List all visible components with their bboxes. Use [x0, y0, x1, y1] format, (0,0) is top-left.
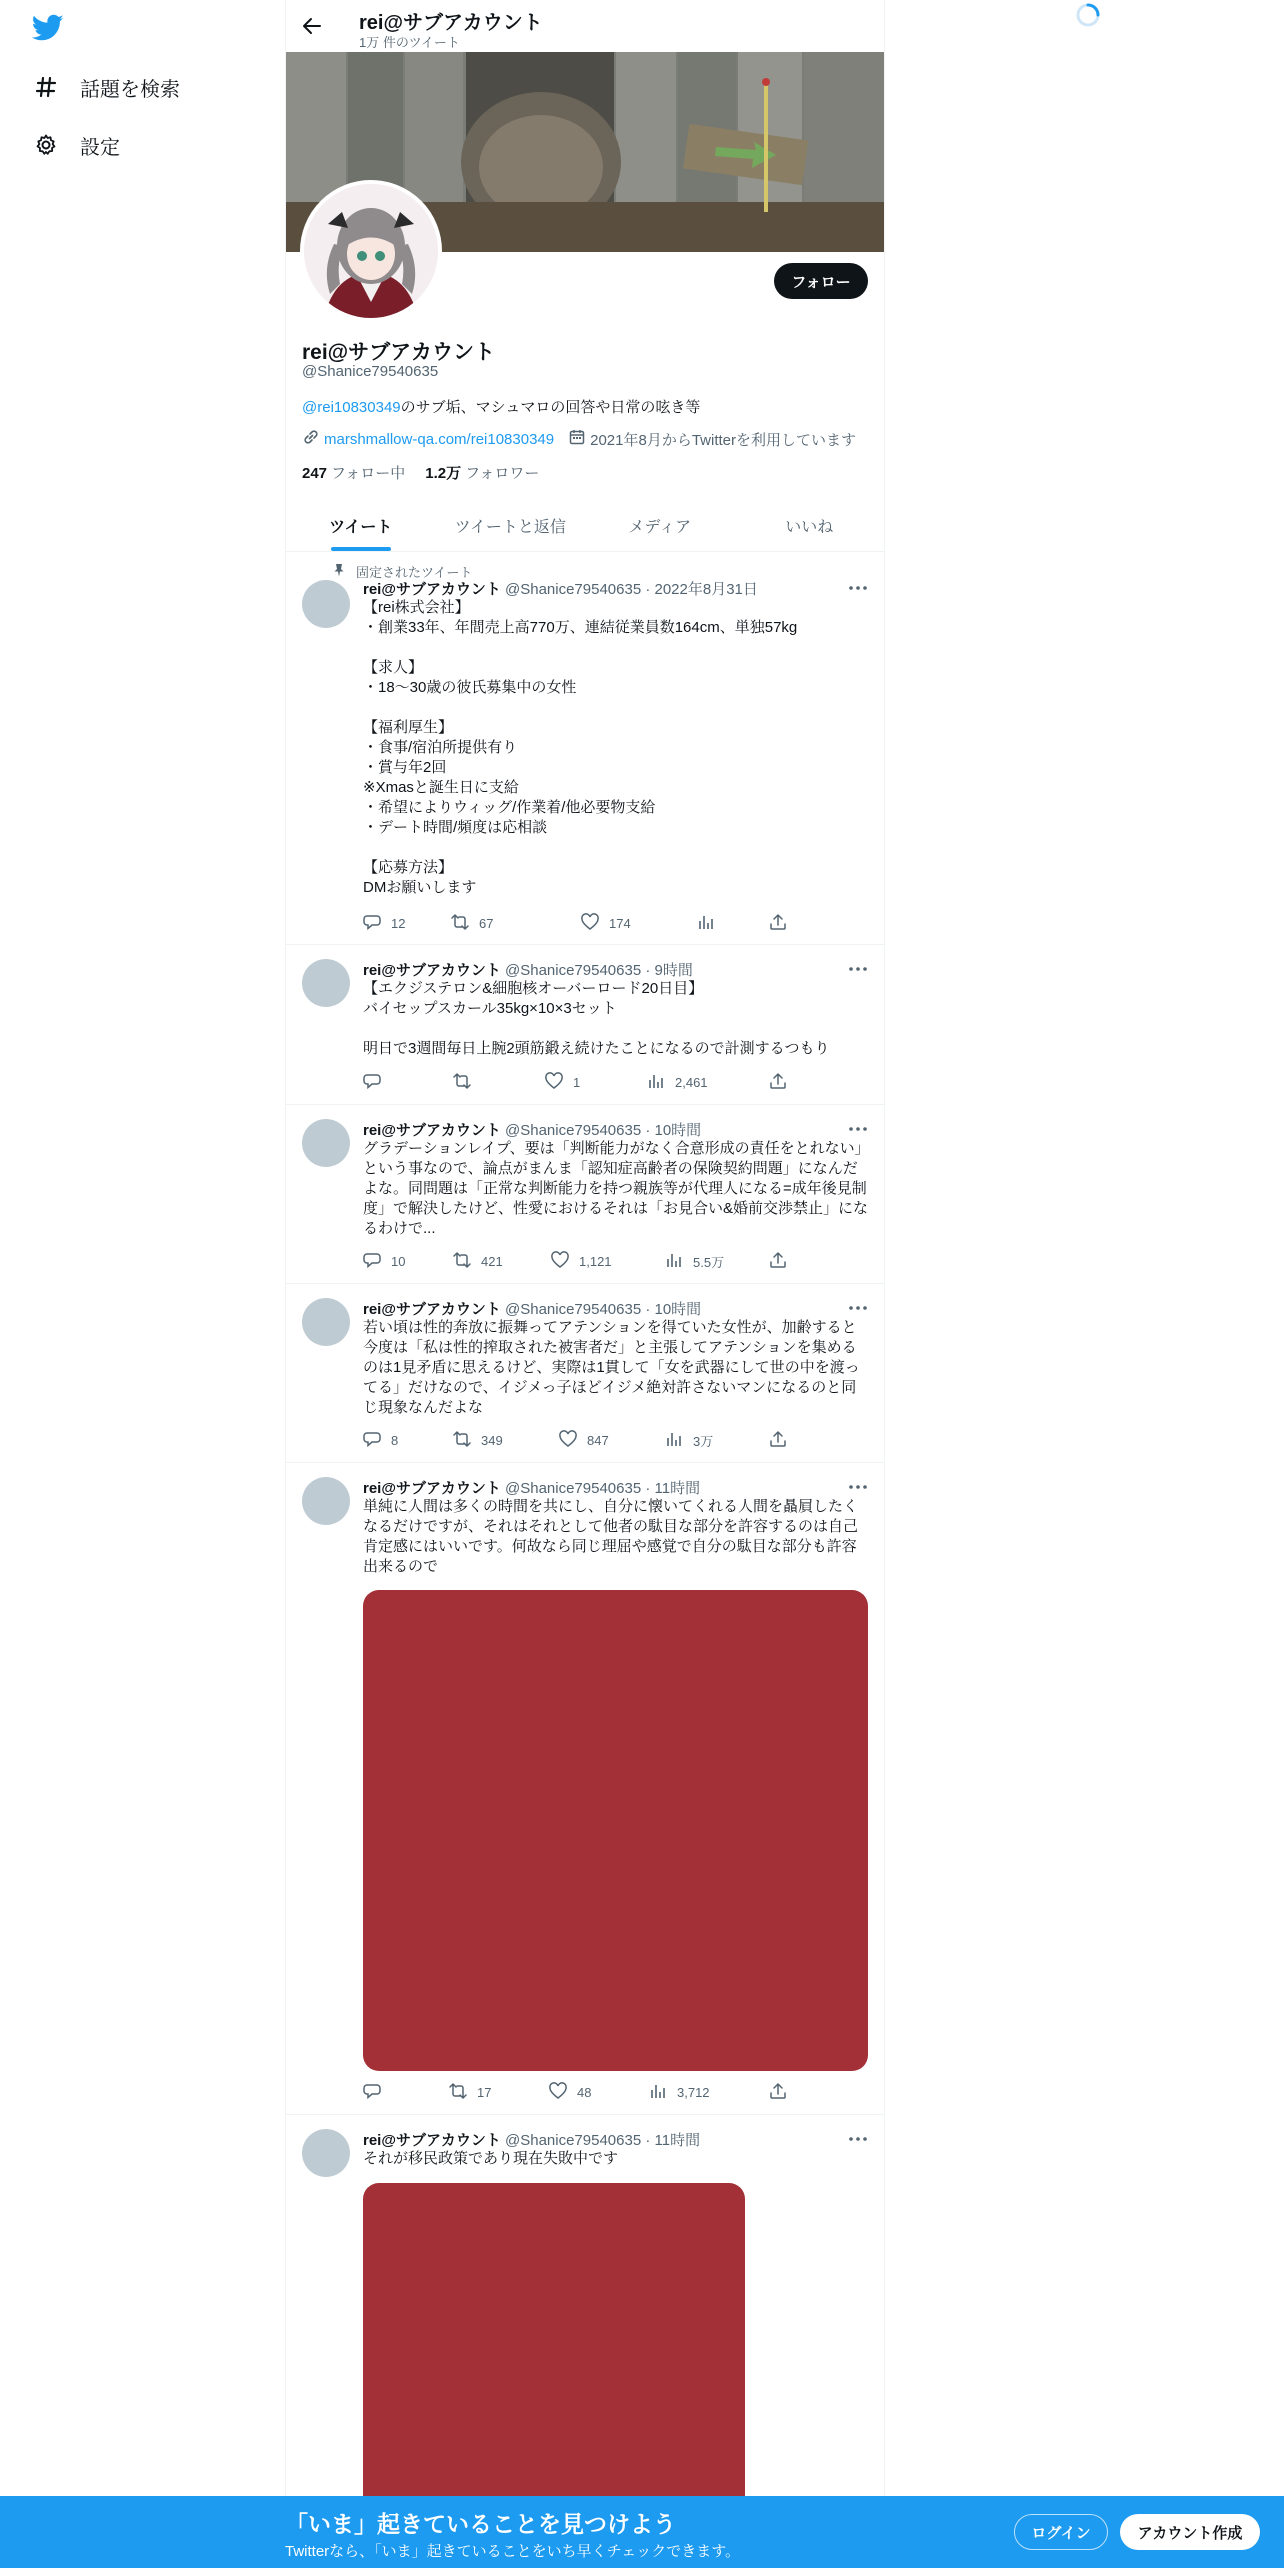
nav-item-settings[interactable]	[34, 125, 120, 165]
retweet-icon	[449, 2082, 477, 2103]
tweet-avatar[interactable]	[302, 1477, 350, 1525]
signup-prompt-title: 「いま」起きていることを見つけよう	[285, 2511, 676, 2537]
share-icon	[769, 1251, 797, 1272]
more-options-icon[interactable]	[848, 1119, 868, 1139]
reply-button[interactable]	[363, 2082, 391, 2103]
calendar-icon	[568, 428, 586, 450]
twitter-logo-icon[interactable]	[32, 14, 64, 42]
reply-count: 12	[391, 916, 406, 931]
like-button[interactable]	[551, 1251, 612, 1272]
follow-button[interactable]: フォロー	[774, 263, 868, 299]
tab-likes[interactable]: いいね	[785, 519, 834, 536]
like-count: 847	[587, 1433, 609, 1448]
more-options-icon[interactable]	[848, 959, 868, 979]
share-button[interactable]	[769, 1251, 797, 1272]
heart-icon	[549, 2082, 577, 2103]
tweet-item[interactable]	[286, 1463, 884, 2115]
reply-icon	[363, 1072, 391, 1093]
heart-icon	[581, 913, 609, 934]
nav-item-explore[interactable]	[34, 67, 180, 107]
tweet-avatar[interactable]	[302, 2129, 350, 2177]
tweet-item[interactable]	[286, 552, 884, 945]
like-count: 1	[573, 1075, 581, 1090]
tweet-actions	[363, 913, 793, 933]
retweet-button[interactable]	[453, 1072, 481, 1093]
tweet-text: 単純に人間は多くの時間を共にし、自分に懐いてくれる人間を贔屓したくなるだけですが、それはそれとして他者の駄目な部分を許容するのは自己肯定感にはいいです。何故なら同じ理屈や感覚で自分の駄目な部分も許容出来るので	[363, 1498, 859, 1575]
share-button[interactable]	[769, 2082, 797, 2103]
nav-item-label: 設定	[80, 136, 120, 159]
like-count: 174	[609, 916, 631, 931]
tweet-media-image[interactable]	[363, 1590, 868, 2071]
tweet-avatar[interactable]	[302, 1119, 350, 1167]
views-button[interactable]	[665, 1430, 713, 1451]
followers-label: フォロワー	[465, 465, 540, 482]
nav-item-label: 話題を検索	[80, 78, 180, 101]
more-options-icon[interactable]	[848, 578, 868, 598]
tweet-text: グラデーションレイプ、要は「判断能力がなく合意形成の責任をとれない」という事なので、論点がまんま「認知症高齢者の保険契約問題」になんだよな。同問題は「正常な判断能力を持つ親族等が代理人になる=成年後見制度」で解決したけど、性愛におけるそれは「お見合い&婚前交渉禁止」になるわけで...	[363, 1140, 870, 1237]
link-icon	[302, 428, 320, 450]
tweet-actions	[363, 1251, 793, 1271]
tweet-header	[363, 1477, 700, 1498]
reply-button[interactable]	[363, 1251, 405, 1272]
share-icon	[769, 1072, 797, 1093]
tweet-author-name[interactable]: rei@サブアカウント	[363, 962, 501, 979]
like-button[interactable]	[545, 1072, 580, 1093]
profile-joined-date: 2021年8月からTwitterを利用しています	[590, 431, 857, 449]
retweet-count: 349	[481, 1433, 503, 1448]
following-label: フォロー中	[331, 465, 406, 482]
back-arrow-icon[interactable]	[298, 12, 326, 40]
share-icon	[769, 913, 797, 934]
retweet-icon	[453, 1430, 481, 1451]
tweet-actions	[363, 1072, 793, 1092]
heart-icon	[559, 1430, 587, 1451]
followers-stat[interactable]	[425, 462, 539, 483]
view-count: 3万	[693, 1434, 714, 1449]
tweet-author-name[interactable]: rei@サブアカウント	[363, 1122, 501, 1139]
signup-prompt-subtitle: Twitterなら、「いま」起きていることをいち早くチェックできます。	[285, 2543, 741, 2560]
tweet-item[interactable]	[286, 1105, 884, 1284]
views-button[interactable]	[697, 913, 725, 934]
signup-prompt-bar	[0, 2496, 1284, 2568]
tweet-handle-time[interactable]: @Shanice79540635 · 10時間	[505, 1301, 702, 1318]
profile-meta	[302, 428, 856, 450]
like-button[interactable]	[549, 2082, 591, 2103]
views-button[interactable]	[665, 1251, 724, 1272]
tweet-avatar[interactable]	[302, 580, 350, 628]
profile-tabs	[286, 500, 884, 552]
view-count: 2,461	[675, 1075, 708, 1090]
profile-column	[285, 0, 885, 2568]
gear-icon	[34, 133, 58, 157]
tweet-text: 【rei株式会社】 ・創業33年、年間売上高770万、連結従業員数164cm、単独57kg 【求人】 ・18〜30歳の彼氏募集中の女性 【福利厚生】 ・食事/宿泊所提供有り ・賞与年2回 ※Xmasと誕生日に支給 ・希望によりウィッグ/作業着/他必要物支給 ・デート時間/頻度は応相談 【応募方法】 DMお願いします	[363, 599, 798, 896]
share-button[interactable]	[769, 913, 797, 934]
retweet-count: 67	[479, 916, 494, 931]
loading-spinner-icon	[1075, 2, 1101, 28]
profile-follow-stats	[302, 462, 559, 483]
tweet-actions	[363, 1430, 793, 1450]
reply-button[interactable]	[363, 913, 405, 934]
followers-count: 1.2万	[425, 465, 462, 482]
share-button[interactable]	[769, 1072, 797, 1093]
more-options-icon[interactable]	[848, 2129, 868, 2149]
bio-mention-link[interactable]: @rei10830349	[302, 399, 401, 416]
views-button[interactable]	[647, 1072, 708, 1093]
tweet-handle-time[interactable]: @Shanice79540635 · 2022年8月31日	[505, 581, 758, 598]
tweet-actions	[363, 2082, 793, 2102]
retweet-icon	[451, 913, 479, 934]
reply-icon	[363, 913, 391, 934]
heart-icon	[545, 1072, 573, 1093]
profile-handle: @Shanice79540635	[302, 363, 439, 380]
profile-website-link[interactable]: marshmallow-qa.com/rei10830349	[324, 430, 555, 448]
tweet-text: 【エクジステロン&細胞核オーバーロード20日目】 バイセップスカール35kg×10×3セット 明日で3週間毎日上腕2頭筋鍛え続けたことになるので計測するつもり	[363, 980, 830, 1057]
views-chart-icon	[665, 1251, 693, 1272]
view-count: 3,712	[677, 2085, 710, 2100]
reply-icon	[363, 1430, 391, 1451]
header-tweet-count: 1万 件のツイート	[359, 35, 460, 50]
tweet-header	[363, 578, 758, 599]
profile-bio	[302, 396, 700, 417]
tweet-author-name[interactable]: rei@サブアカウント	[363, 1301, 501, 1318]
left-navigation	[0, 0, 285, 2568]
views-chart-icon	[665, 1430, 693, 1451]
tab-media[interactable]: メディア	[628, 519, 692, 536]
reply-button[interactable]	[363, 1430, 398, 1451]
bio-text: のサブ垢、マシュマロの回答や日常の呟き等	[400, 399, 701, 416]
share-button[interactable]	[769, 1430, 797, 1451]
views-button[interactable]	[649, 2082, 710, 2103]
profile-name: rei@サブアカウント	[302, 341, 495, 364]
retweet-button[interactable]	[453, 1430, 503, 1451]
share-icon	[769, 1430, 797, 1451]
tweet-author-name[interactable]: rei@サブアカウント	[363, 581, 501, 598]
header-profile-name: rei@サブアカウント	[359, 12, 543, 34]
pin-icon	[332, 563, 356, 580]
retweet-button[interactable]	[449, 2082, 491, 2103]
tweet-handle-time[interactable]: @Shanice79540635 · 10時間	[505, 1122, 702, 1139]
tweet-handle-time[interactable]: @Shanice79540635 · 11時間	[505, 1480, 701, 1497]
views-chart-icon	[647, 1072, 675, 1093]
views-chart-icon	[697, 913, 725, 934]
view-count: 5.5万	[693, 1255, 725, 1270]
tab-tweets-and-replies[interactable]: ツイートと返信	[454, 519, 566, 536]
tweet-avatar[interactable]	[302, 959, 350, 1007]
views-chart-icon	[649, 2082, 677, 2103]
signup-button[interactable]: アカウント作成	[1120, 2514, 1260, 2550]
retweet-icon	[453, 1251, 481, 1272]
tweet-header	[363, 1298, 701, 1319]
pinned-label: 固定されたツイート	[356, 565, 473, 580]
reply-button[interactable]	[363, 1072, 391, 1093]
following-stat[interactable]	[302, 462, 405, 483]
tweet-author-name[interactable]: rei@サブアカウント	[363, 1480, 501, 1497]
reply-count: 8	[391, 1433, 399, 1448]
retweet-count: 17	[477, 2085, 492, 2100]
more-options-icon[interactable]	[848, 1298, 868, 1318]
tweet-author-name[interactable]: rei@サブアカウント	[363, 2132, 501, 2149]
tweet-text: それが移民政策であり現在失敗中です	[363, 2150, 619, 2167]
like-button[interactable]	[559, 1430, 609, 1451]
reply-icon	[363, 1251, 391, 1272]
like-button[interactable]	[581, 913, 631, 934]
reply-icon	[363, 2082, 391, 2103]
tweet-avatar[interactable]	[302, 1298, 350, 1346]
tweet-text: 若い頃は性的奔放に振舞ってアテンションを得ていた女性が、加齢すると今度は「私は性的搾取された被害者だ」と主張してアテンションを集めるのは1見矛盾に思えるけど、実際は1貫して「女を武器にして世の中を渡ってる」だけなので、イジメっ子ほどイジメ絶対許さないマンになるのと同じ現象なんだよな	[363, 1319, 860, 1416]
retweet-count: 421	[481, 1254, 503, 1269]
retweet-button[interactable]	[451, 913, 493, 934]
heart-icon	[551, 1251, 579, 1272]
profile-avatar[interactable]	[300, 180, 442, 322]
tweet-header	[363, 2129, 700, 2150]
tab-tweets[interactable]: ツイート	[286, 500, 436, 551]
login-button[interactable]: ログイン	[1014, 2514, 1108, 2550]
share-icon	[769, 2082, 797, 2103]
tweet-header	[363, 1119, 701, 1140]
profile-header-bar	[286, 0, 884, 52]
retweet-icon	[453, 1072, 481, 1093]
hashtag-icon	[34, 75, 58, 99]
tweet-handle-time[interactable]: @Shanice79540635 · 11時間	[505, 2132, 701, 2149]
following-count: 247	[302, 465, 328, 482]
tweet-item[interactable]	[286, 1284, 884, 1463]
reply-count: 10	[391, 1254, 406, 1269]
tweet-header	[363, 959, 693, 980]
like-count: 48	[577, 2085, 592, 2100]
like-count: 1,121	[579, 1254, 612, 1269]
tweet-handle-time[interactable]: @Shanice79540635 · 9時間	[505, 962, 693, 979]
retweet-button[interactable]	[453, 1251, 503, 1272]
tweet-item[interactable]	[286, 945, 884, 1105]
more-options-icon[interactable]	[848, 1477, 868, 1497]
